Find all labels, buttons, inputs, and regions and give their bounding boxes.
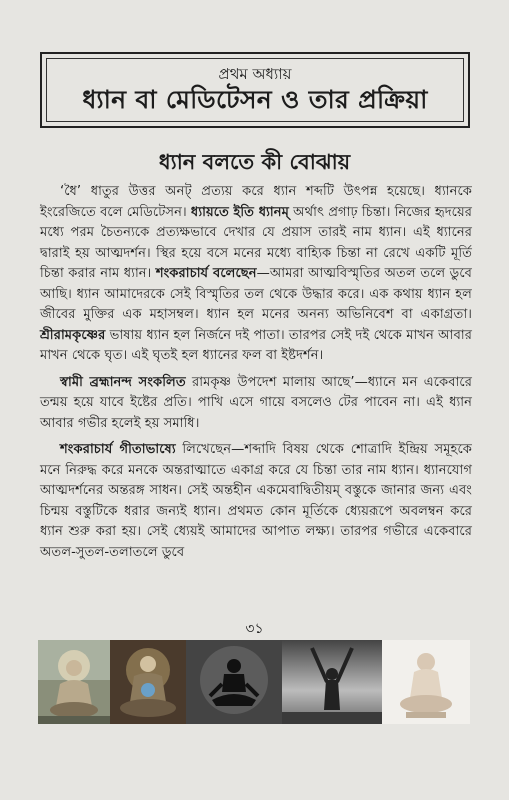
body-text (40, 182, 472, 569)
chapter-label: প্রথম অধ্যায় (218, 65, 292, 83)
seated-buddha-image (38, 640, 110, 724)
chapter-header-box (40, 52, 470, 128)
buddha-statue-image (382, 640, 470, 724)
paragraph-text: রামকৃষ্ণ উপদেশ মালায় আছে’—ধ্যানে মন একেবারে তন্ময় হয়ে যাবে ইষ্টের প্রতি। পাখি এসে গায়ে বসলেও টের পাবেন না। এই ধ্যান আবার গভীর হলেই হয় সমাধি। (40, 374, 472, 431)
paragraph-text: ‘ধৈ’ ধাতুর উত্তর অনট্ প্রত্যয় করে ধ্যান শব্দটি উৎপন্ন হয়েছে। ধ্যানকে ইংরেজিতে বলে মেডিটেসন। (40, 184, 472, 220)
paragraph-text: ভাষায় ধ্যান হল নির্জনে দই পাতা। তারপর সেই দই থেকে মাখন আবার মাখন থেকে ঘৃত। এই ঘৃতই হল ধ্যানের ফল বা ইষ্টদর্শন। (40, 327, 472, 363)
section-heading: ধ্যান বলতে কী বোঝায় (158, 150, 351, 174)
paragraph-text: —আমরা আত্মবিস্মৃতির অতল তলে ডুবে আছি। ধ্যান আমাদেরকে সেই বিস্মৃতির তল থেকে উদ্ধার করে। এক কথায় ধ্যান হল জীবের মুক্তির এক মহাসম্বল। ধ্যান হল মনের অনন্য অভিনিবেশ বা একাগ্রতা। (40, 266, 473, 322)
image-strip (38, 640, 470, 724)
paragraph-text: লিখেছেন—শব্দাদি বিষয় থেকে শোত্রাদি ইন্দ্রিয় সমূহকে মনে নিরুদ্ধ করে মনকে অন্তরাত্মাতে একাগ্র করে যে চিন্তা তার নাম ধ্যান। ধ্যানযোগ আত্মদর্শনের অন্তরঙ্গ সাধন। সেই অন্তহীন একমেবাদ্বিতীয়ম্ বস্তুকে জানার জন্য এবং চিন্ময় বস্তুটিকে ধরার জন্যই ধ্যান। প্রথমত কোন মূর্তিকে ধ্যেয়রূপে অবলম্বন করে ধ্যান শুরু করা হয়। সেই ধ্যেয়ই আমাদের আপাত লক্ষ্য। তারপর গভীরে একেবারে অতল-সুতল-তলাতলে ডুবে (40, 442, 472, 560)
emphasis-text: শংকরাচার্য বলেছেন (155, 266, 257, 281)
meditation-silhouette-image (186, 640, 282, 724)
emphasis-text: শংকরাচার্য গীতাভাষ্যে (60, 442, 176, 457)
meditating-monk-image (110, 640, 186, 724)
emphasis-text: ধ্যায়তে ইতি ধ্যানম্ (190, 204, 289, 220)
raised-arms-silhouette-image (282, 640, 382, 724)
page-number: ৩১ (245, 621, 264, 637)
body-paragraph (40, 182, 472, 367)
emphasis-text: স্বামী ব্রহ্মানন্দ সংকলিত (60, 374, 186, 390)
emphasis-text: শ্রীরামকৃষ্ণের (40, 327, 106, 343)
body-paragraph (40, 373, 472, 435)
paragraph-text: অর্থাৎ প্রগাঢ় চিন্তা। নিজের হৃদয়ের মধ্যে পরম চৈতন্যকে প্রত্যক্ষভাবে দেখার যে প্রয়াস তারই নাম ধ্যান। এই ধ্যানের দ্বারাই হয় আত্মদর্শন। স্থির হয়ে বসে মনের মধ্যে বাহ্যিক চিন্তা না রেখে একটি মূর্তি চিন্তা করার নাম ধ্যান। (40, 204, 472, 281)
chapter-title: ধ্যান বা মেডিটেসন ও তার প্রক্রিয়া (82, 85, 428, 114)
chapter-header-inner (46, 58, 464, 122)
body-paragraph (40, 440, 472, 563)
